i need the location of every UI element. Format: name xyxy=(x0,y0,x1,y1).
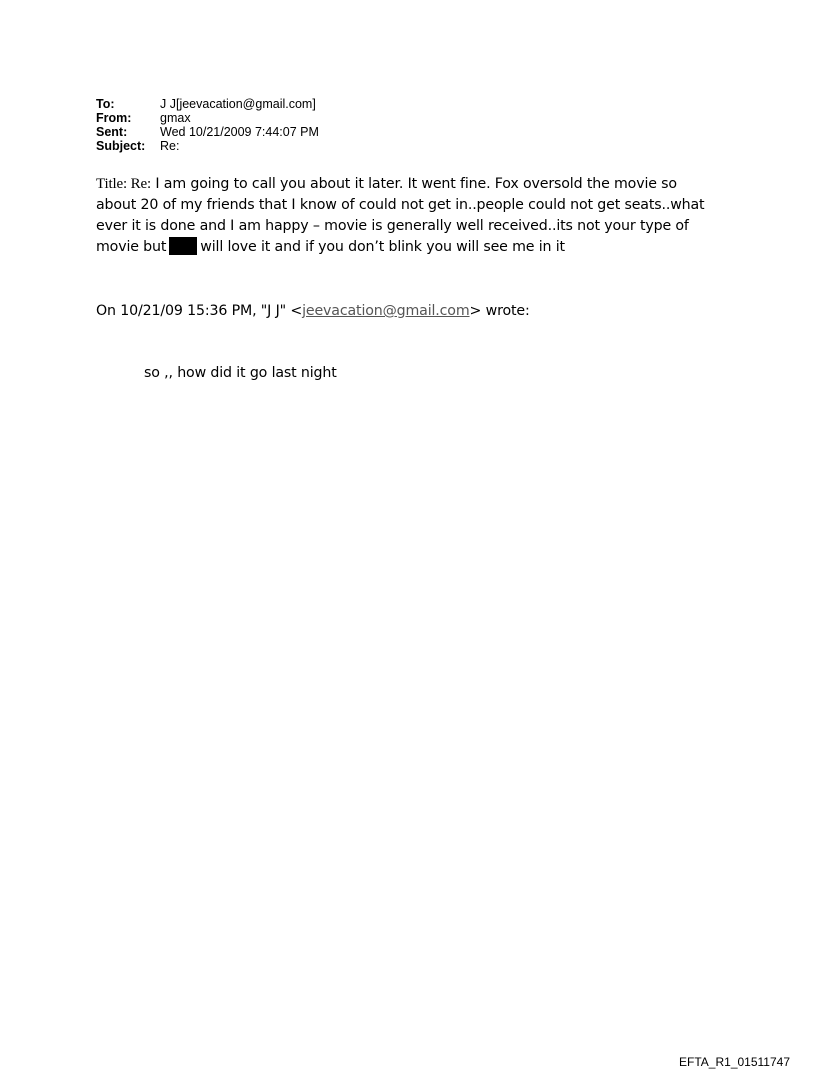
document-id: EFTA_R1_01511747 xyxy=(679,1055,790,1069)
email-header xyxy=(96,97,319,153)
body-line-3: ever it is done and I am happy – movie is generally well received..its not your type of xyxy=(96,218,689,234)
sent-value: Wed 10/21/2009 7:44:07 PM xyxy=(160,125,319,139)
from-row xyxy=(96,111,319,125)
to-value: J J[jeevacation@gmail.com] xyxy=(160,97,316,111)
quoted-email-link[interactable]: jeevacation@gmail.com xyxy=(302,303,470,319)
body-line-4 xyxy=(96,237,726,258)
to-label: To: xyxy=(96,97,115,111)
body-line-2: about 20 of my friends that I know of could not get in..people could not get seats..what xyxy=(96,197,705,213)
quote-intro xyxy=(96,301,530,322)
sent-label: Sent: xyxy=(96,125,128,139)
to-row xyxy=(96,97,319,111)
body-line-4-before: movie but xyxy=(96,239,167,255)
body-line-1 xyxy=(96,174,726,195)
title-prefix: Title: Re: xyxy=(96,176,152,192)
email-body xyxy=(96,174,726,258)
quoted-message: so ,, how did it go last night xyxy=(144,365,337,381)
quote-intro-before: On 10/21/09 15:36 PM, "J J" < xyxy=(96,303,303,319)
subject-value: Re: xyxy=(160,139,180,153)
subject-label: Subject: xyxy=(96,139,146,153)
redaction-box xyxy=(169,237,197,255)
body-line-4-after: will love it and if you don’t blink you will see me in it xyxy=(200,239,565,255)
quote-intro-after: > wrote: xyxy=(469,303,530,319)
from-value: gmax xyxy=(160,111,191,125)
subject-row xyxy=(96,139,319,153)
sent-row xyxy=(96,125,319,139)
from-label: From: xyxy=(96,111,132,125)
body-line-1-text: I am going to call you about it later. It went fine. Fox oversold the movie so xyxy=(151,176,677,192)
